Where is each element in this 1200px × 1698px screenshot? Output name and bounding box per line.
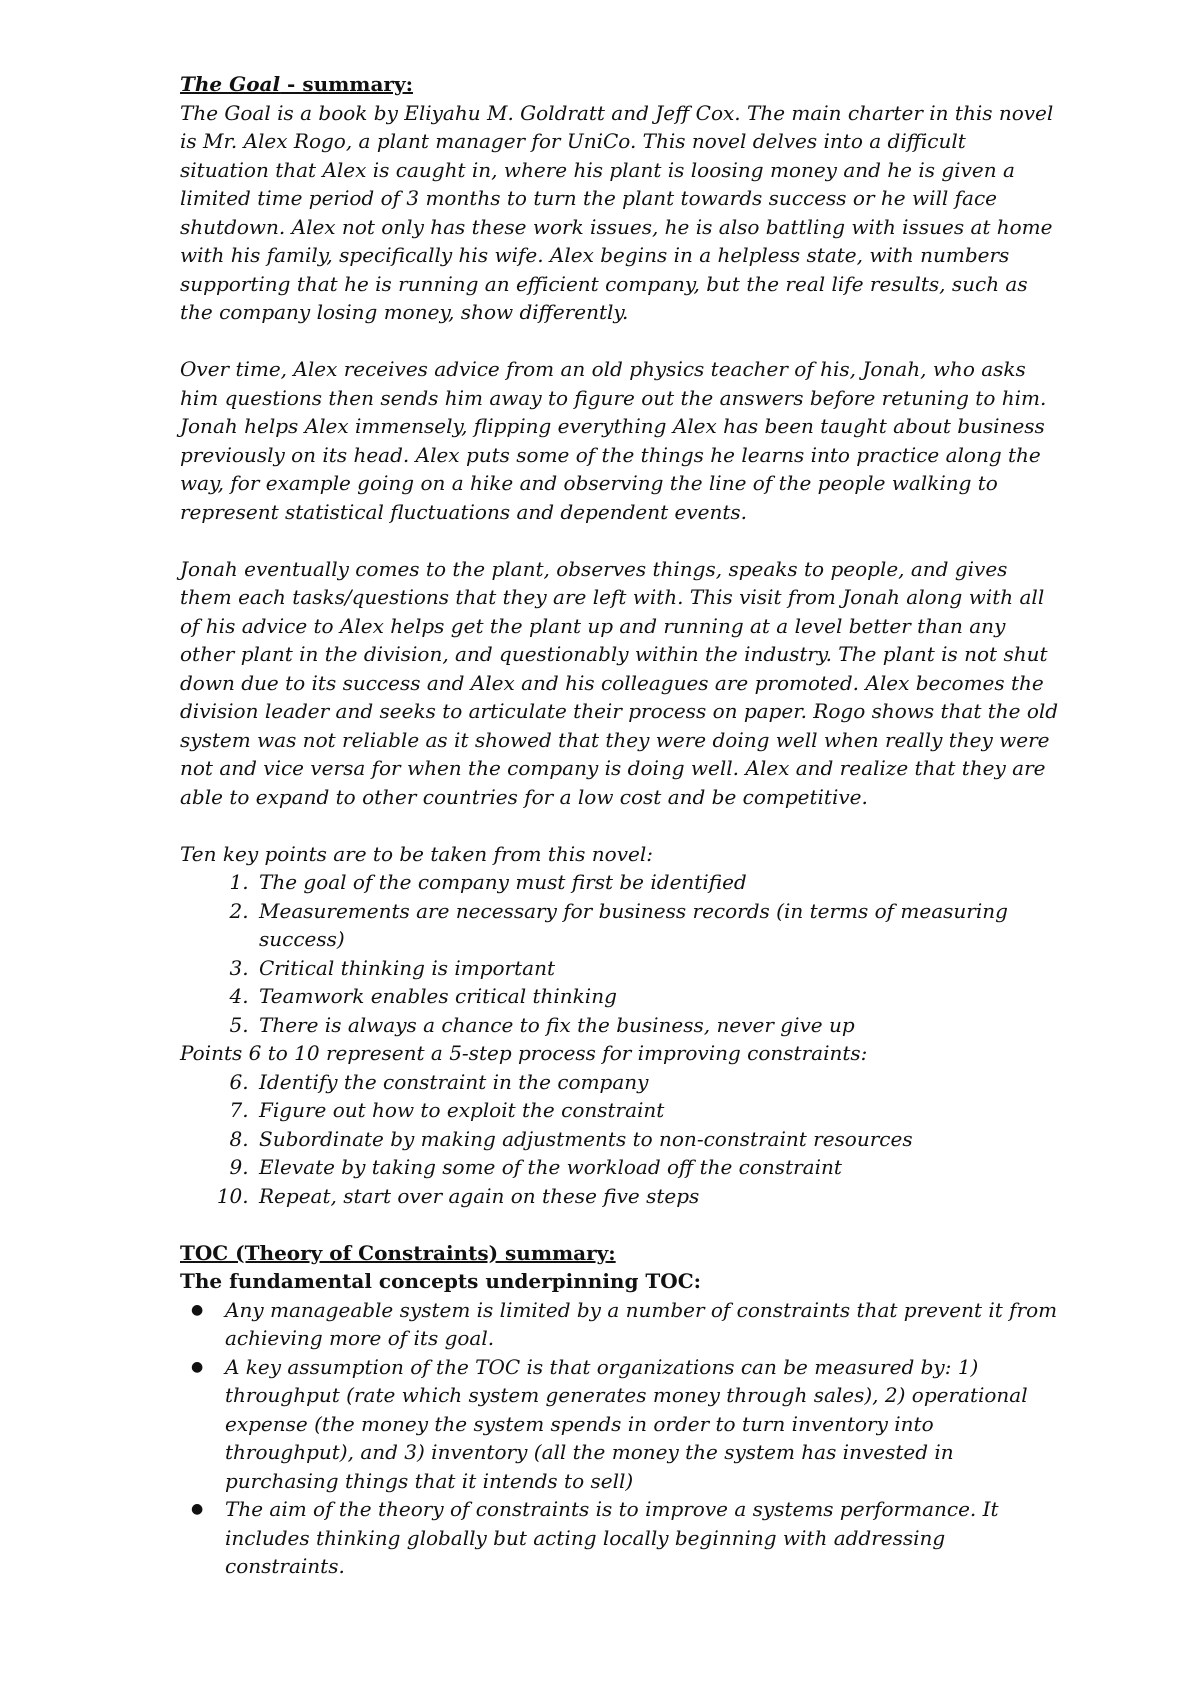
goal-section-title [180,70,1060,99]
bullet-icon: ● [191,1301,204,1318]
toc-bullet-list [180,1296,1060,1581]
toc-bullet-text: The aim of the theory of constraints is to improve a systems performance. It includes thinking globally but acting locally beginning with addressing constraints. [225,1497,999,1578]
bullet-icon: ● [191,1501,204,1517]
toc-bullet-text: A key assumption of the TOC is that organizations can be measured by: 1) throughput (rate which system generates money through sales), 2) operational expense (the money the system spends in order to turn inventory into throughput), and 3) inventory (all the money the system has invested in purchasing things that it intends to sell) [225,1354,1028,1493]
key-point-item: 9. Elevate by taking some of the workload off the constraint [255,1153,1060,1182]
key-points-list-1-5 [180,868,1060,1039]
key-point-item: 7. Figure out how to exploit the constraint [255,1096,1060,1125]
key-point-item: 10. Repeat, start over again on these five steps [255,1182,1060,1211]
key-point-item: 3. Critical thinking is important [255,954,1060,983]
toc-bullet-item [191,1353,1060,1496]
goal-title-book-name: The Goal [180,72,281,96]
toc-subheading: The fundamental concepts underpinning TOC: [180,1269,702,1293]
toc-bullet-item [191,1296,1060,1353]
constraints-process-intro: Points 6 to 10 represent a 5-step process for improving constraints: [180,1041,868,1065]
key-points-list-6-10 [180,1068,1060,1211]
key-point-item: 2. Measurements are necessary for business records (in terms of measuring success) [255,897,1060,954]
goal-paragraph-1: The Goal is a book by Eliyahu M. Goldratt and Jeff Cox. The main charter in this novel is Mr. Alex Rogo, a plant manager for UniCo. This novel delves into a difficult situation that Alex is caught in, where his plant is loosing money and he is given a limited time period of 3 months to turn the plant towards success or he will face shutdown. Alex not only has these work issues, he is also battling with issues at home with his family, specifically his wife. Alex begins in a helpless state, with numbers supporting that he is running an efficient company, but the real life results, such as the company losing money, show differently. [180,100,1054,324]
toc-bullet-item [191,1495,1060,1581]
goal-paragraph-2: Over time, Alex receives advice from an old physics teacher of his, Jonah, who asks him questions then sends him away to figure out the answers before retuning to him. Jonah helps Alex immensely, flipping everything Alex has been taught about business previously on its head. Alex puts some of the things he learns into practice along the way, for example going on a hike and observing the line of the people walking to represent statistical fluctuations and dependent events. [180,357,1047,524]
key-points-intro: Ten key points are to be taken from this novel: [180,841,653,866]
key-point-item: 8. Subordinate by making adjustments to non-constraint resources [255,1125,1060,1154]
key-point-item: 4. Teamwork enables critical thinking [255,982,1060,1011]
goal-title-suffix: - summary: [280,72,413,96]
section-spacer [180,1210,1060,1239]
key-point-item: 5. There is always a chance to fix the business, never give up [255,1011,1060,1040]
toc-bullet-text: Any manageable system is limited by a number of constraints that prevent it from achieving more of its goal. [225,1297,1058,1350]
key-point-item: 6. Identify the constraint in the company [255,1068,1060,1097]
goal-paragraph-3: Jonah eventually comes to the plant, observes things, speaks to people, and gives them each tasks/questions that they are left with. This visit from Jonah along with all of his advice to Alex helps get the plant up and running at a level better than any other plant in the division, and questionably within the industry. The plant is not shut down due to its success and Alex and his colleagues are promoted. Alex becomes the division leader and seeks to articulate their process on paper. Rogo shows that the old system was not reliable as it showed that they were doing well when really they were not and vice versa for when the company is doing well. Alex and realize that they are able to expand to other countries for a low cost and be competitive. [180,556,1059,809]
key-point-item: 1. The goal of the company must first be identified [255,868,1060,897]
bullet-icon: ● [191,1358,204,1375]
document-page [180,70,1060,1581]
toc-section-title: TOC (Theory of Constraints) summary: [180,1240,616,1265]
